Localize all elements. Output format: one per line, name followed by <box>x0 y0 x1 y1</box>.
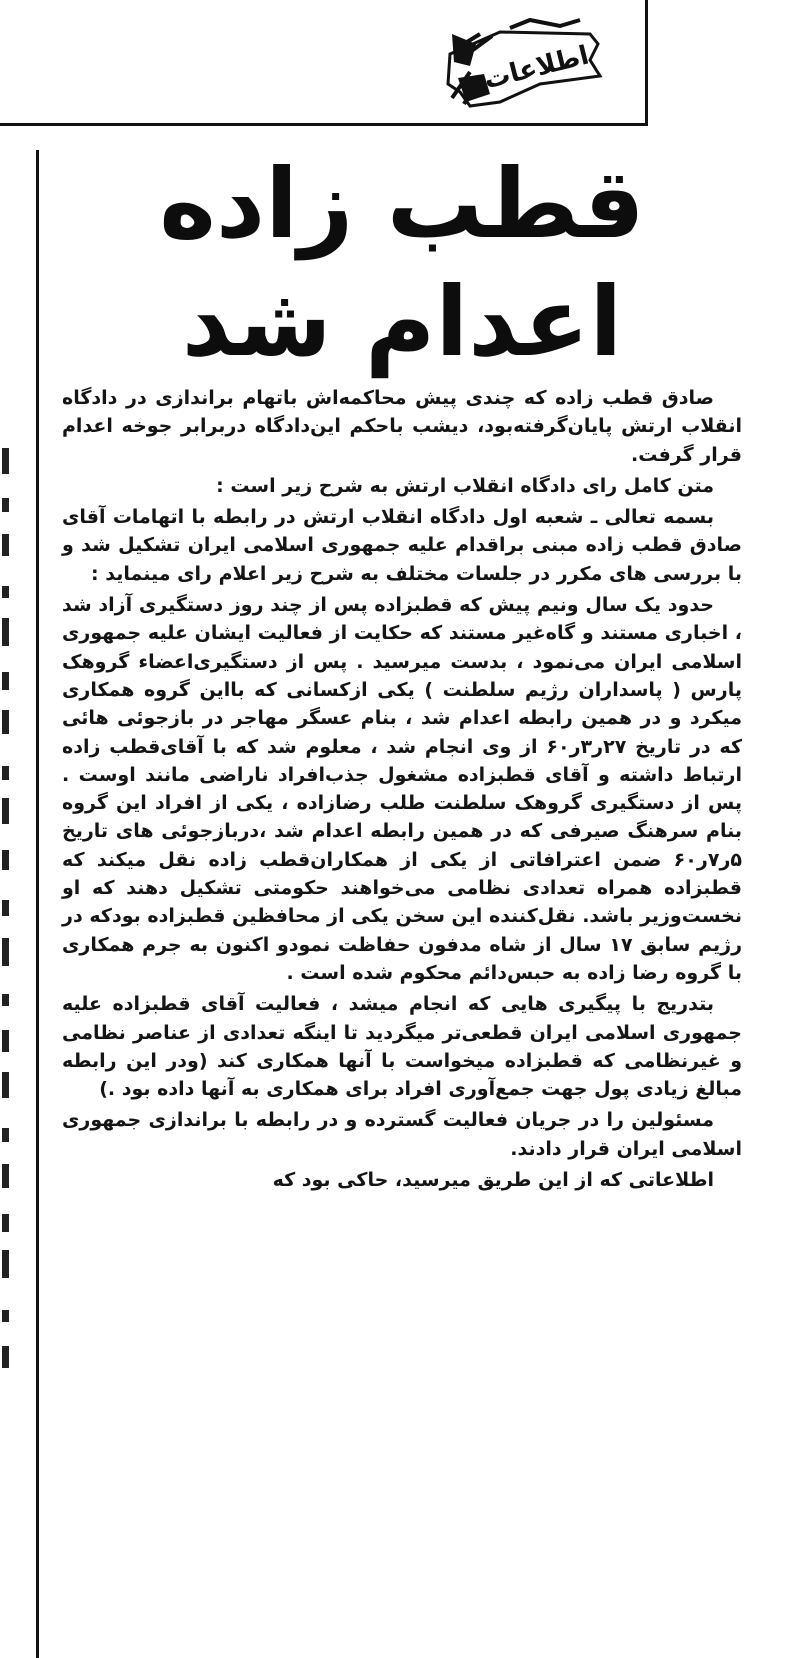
paragraph-investigation: بتدریج با پیگیری هایی که انجام میشد ، فعالیت آقای قطبزاده علیه جمهوری اسلامی ایران قطعی‌تر میگردید تا اینگه تعدادی از عناصر نظامی و غیرنظامی که قطبزاده میخواست با آنها همکاری کند (ودر این رابطه مبالغ زیادی پول جهت جمع‌آوری افراد برای همکاری به آنها داده بود .) <box>62 993 742 1101</box>
paragraph-court-statement: بسمه تعالی ـ شعبه اول دادگاه انقلاب ارتش در رابطه با اتهامات آقای صادق قطب زاده مبنی براقدام علیه جمهوری اسلامی ایران تشکیل شد و با بررسی های مکرر در جلسات مختلف به شرح زیر اعلام رای مینماید : <box>62 506 742 585</box>
article <box>62 140 742 1197</box>
paragraph-verdict-intro: متن کامل رای دادگاه انقلاب ارتش به شرح زیر است : <box>216 474 714 497</box>
paragraph-officials: مسئولین را در جریان فعالیت گسترده و در رابطه با براندازی جمهوری اسلامی ایران قرار دادند. <box>62 1109 742 1160</box>
newspaper-masthead-logo <box>440 14 605 112</box>
headline-line-1: قطب زاده <box>159 148 645 260</box>
article-body <box>62 384 742 1194</box>
adjacent-column-fragment <box>0 440 12 1658</box>
column-rule <box>36 150 39 1658</box>
headline <box>62 140 742 382</box>
paragraph-lead: صادق قطب زاده که چندی پیش محاکمه‌اش باتهام براندازی در دادگاه انقلاب ارتش پایان‌گرفته‌بود، دیشب باحکم این‌دادگاه دربرابر جوخه اعدام قرار گرفت. <box>62 387 742 466</box>
masthead-logo-text: اطلاعات <box>481 40 592 96</box>
paragraph-background: حدود یک سال ونیم پیش که قطبزاده پس از چند روز دستگیری آزاد شد ، اخباری مستند و گاه‌غیر مستند که حکایت از فعالیت ایشان علیه جمهوری اسلامی ایران می‌نمود ، بدست میرسید . پس از دستگیری‌اعضاء گروهک پارس ( پاسداران رژیم سلطنت ) یکی ازکسانی که بااین گروه همکاری میکرد و در همین رابطه اعدام شد ، بنام عسگر مهاجر در بازجوئی هائی که در تاریخ ۲۷ر۳ر۶۰ از وی انجام شد ، معلوم شد که با آقای‌قطب زاده ارتباط داشته و آقای قطبزاده مشغول جذب‌افراد ناراضی مانند اوست . پس از دستگیری گروهک سلطنت طلب رضازاده ، یکی از افراد این گروه بنام سرهنگ صیرفی که در همین رابطه اعدام شد ،دربازجوئی های تاریخ ۵ر۷ر۶۰ ضمن اعترافاتی از یکی از همکاران‌قطب زاده نقل میکند که قطبزاده همراه تعدادی نظامی می‌خواهند حکومتی تشکیل دهند که او نخست‌وزیر باشد. نقل‌کننده این سخن یکی از محافظین قطبزاده بودکه در رژیم سابق ۱۷ سال از شاه مدفون حفاظت نمودو اکنون به جرم همکاری با گروه رضا زاده به حبس‌دائم محکوم شده است . <box>62 594 743 984</box>
paragraph-information: اطلاعاتی که از این طریق میرسید، حاکی بود که <box>272 1169 714 1192</box>
headline-line-2: اعدام شد <box>181 266 623 378</box>
